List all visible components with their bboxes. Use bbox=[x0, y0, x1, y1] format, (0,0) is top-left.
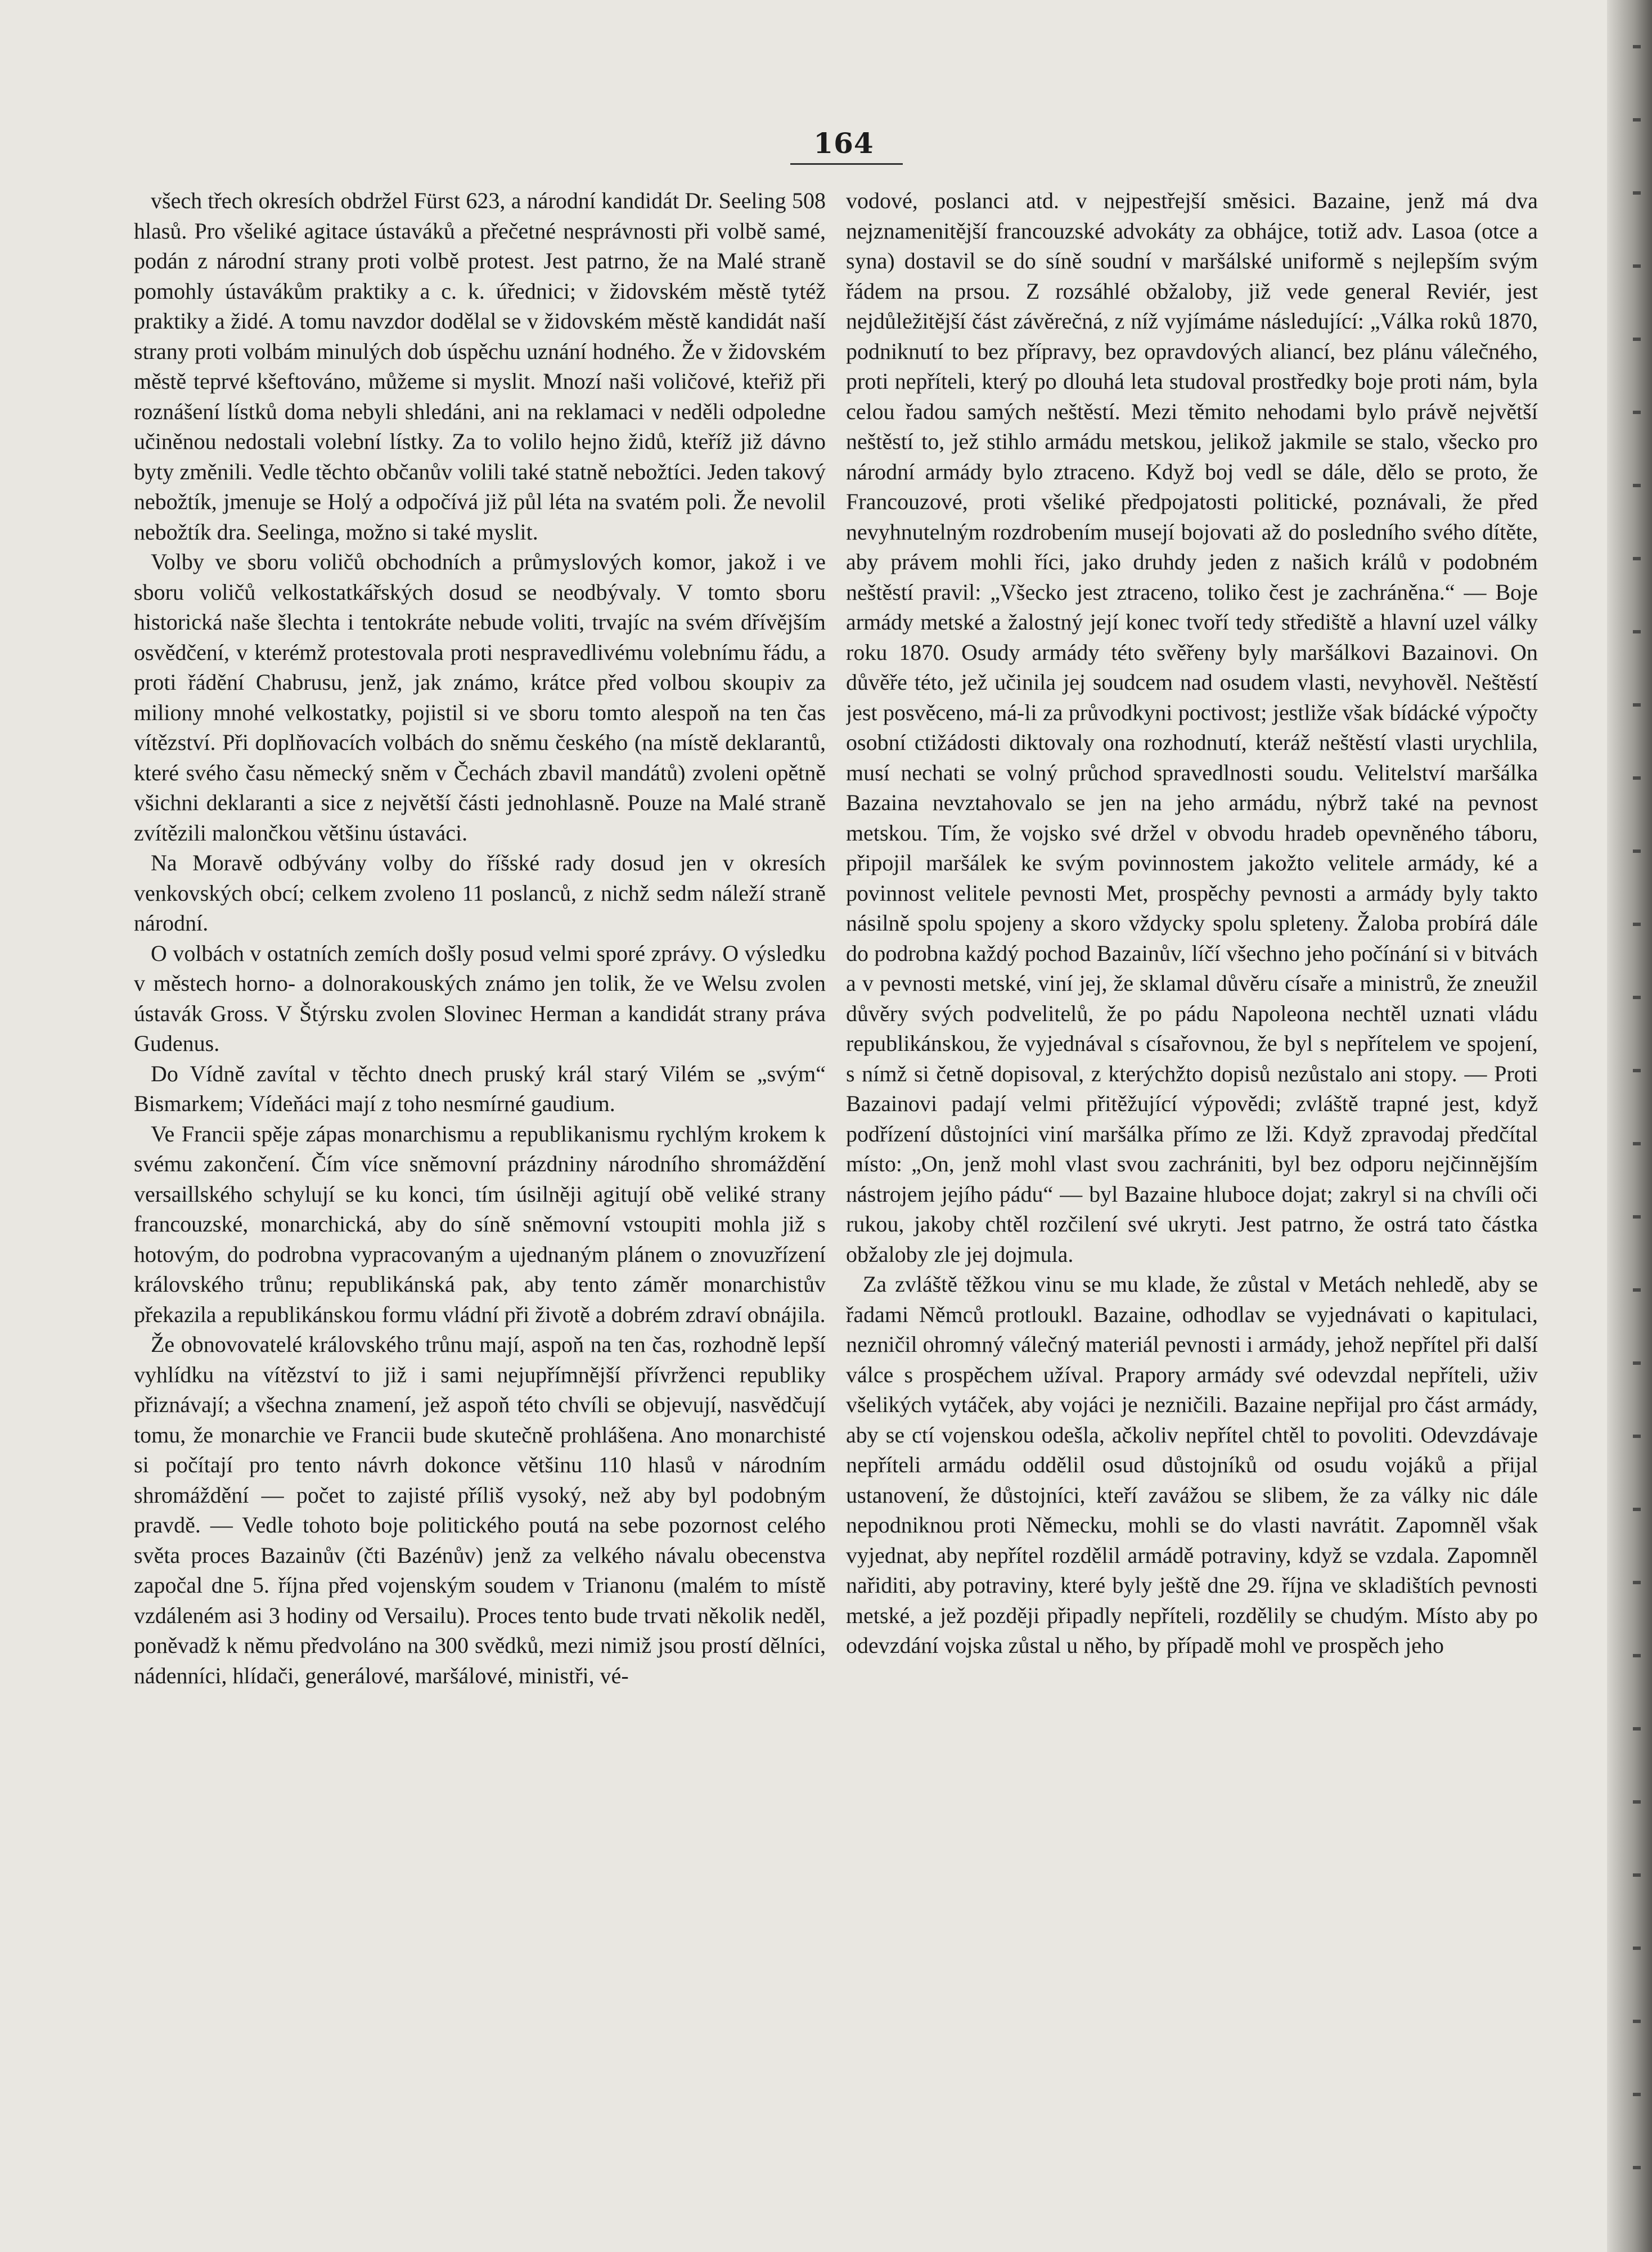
paragraph: Do Vídně zavítal v těchto dnech pruský král starý Vilém se „svým“ Bismarkem; Vídeňáci mají z toho nesmírné gaudium. bbox=[134, 1060, 826, 1116]
paragraph: Volby ve sboru voličů obchodních a průmyslových komor, jakož i ve sboru voličů velkostatkářských dosud se neodbývaly. V tomto sboru historická naše šlechta i tentokráte nebude voliti, trvajíc na svém dřívějším osvědčení, v kterémž protestovala proti nespravedlivému volebnímu řádu, a proti řádění Chabrusu, jenž, jak známo, krátce před volbou skoupiv za miliony mnohé velkostatky, pojistil si ve sboru tomto alespoň na ten čas vítězství. Při doplňovacích volbách do sněmu českého (na místě deklarantů, které svého času německý sněm v Čechách zbavil mandátů) zvoleni opětně všichni deklaranti a sice z největší části jednohlasně. Pouze na Malé straně zvítězili malončkou většinu ústaváci. bbox=[134, 549, 826, 846]
paragraph: Že obnovovatelé královského trůnu mají, aspoň na ten čas, rozhodně lepší vyhlídku na vítězství to již i sami nejupřímnější přívrženci republiky přiznávají; a všechna znamení, jež aspoň této chvíli se objevují, nasvědčují tomu, že monarchie ve Francii bude skutečně prohlášena. Ano monarchisté si počítají pro tento návrh dokonce většinu 110 hlasů v národním shromáždění — počet to zajisté příliš vysoký, než aby byl podobným pravdě. — Vedle tohoto boje politického poutá na sebe pozornost celého světa proces Bazainův (čti Bazénův) jenž za velkého návalu obecenstva započal dne 5. října před vojenským soudem v Trianonu (malém to místě vzdáleném asi 3 hodiny od Versailu). Proces tento bude trvati několik neděl, poněvadž k němu předvoláno na 300 svědků, mezi nimiž jsou prostí dělníci, nádenníci, hlídači, generálové, maršálové, ministři, vé- bbox=[134, 1332, 826, 1688]
right-column bbox=[846, 186, 1538, 2138]
paragraph: vodové, poslanci atd. v nejpestřejší směsici. Bazaine, jenž má dva nejznamenitější francouzské advokáty za obhájce, totiž adv. Lasoa (otce a syna) dostavil se do síně soudní v maršálské uniformě s nejlepším svým řádem na prsou. Z rozsáhlé obžaloby, již vede general Reviér, jest nejdůležitější část závěrečná, z níž vyjímáme následující: „Válka roků 1870, podniknutí to bez přípravy, bez opravdových aliancí, bez plánu válečného, proti nepříteli, který po dlouhá leta studoval prostředky boje proti nám, byla celou řadou samých neštěstí. Mezi těmito nehodami bylo právě největší neštěstí to, jež stihlo armádu metskou, jelikož jakmile se stalo, všecko pro národní armády bylo ztraceno. Když boj vedl se dále, dělo se proto, že Francouzové, proti všeliké předpojatosti politické, poznávali, že před nevyhnutelným rozdrobením musejí bojovati až do posledního svého dítěte, aby právem mohli říci, jako druhdy jeden z našich králů v podobném neštěstí pravil: „Všecko jest ztraceno, toliko čest je zachráněna.“ — Boje armády metské a žalostný její konec tvoří tedy střediště a hlavní uzel války roku 1870. Osudy armády této svěřeny byly maršálkovi Bazainovi. On důvěře této, jež učinila jej soudcem nad osudem vlasti, nevyhověl. Neštěstí jest posvěceno, má-li za průvodkyni poctivost; jestliže však bídácké výpočty osobní ctižádosti diktovaly ona rozhodnutí, kteráž neštěstí vlasti urychlila, musí nechati se volný průchod spravedlnosti soudu. Velitelství maršálka Bazaina nevztahovalo se jen na jeho armádu, nýbrž také na pevnost metskou. Tím, že vojsko své držel v obvodu hradeb opevněného táboru, připojil maršálek ke svým povinnostem jakožto velitele armády, ké a povinnost velitele pevnosti Met, prospěchy pevnosti a armády byly takto násilně spolu spojeny a skoro vždycky spolu spleteny. Žaloba probírá dále do podrobna každý pochod Bazainův, líčí všechno jeho počínání si v bitvách a v pevnosti metské, viní jej, že sklamal důvěru císaře a ministrů, že zneužil důvěry svých podvelitelů, že po pádu Napoleona nechtěl uznati vládu republikánskou, že vyjednával s císařovnou, že byl s nepřítelem ve spojení, s nímž si četně dopisoval, z kterýchžto dopisů nezůstalo ani stopy. — Proti Bazainovi padají velmi přitěžující výpovědi; zvláště trapné jest, když podřízení důstojníci viní maršálka přímo ze lži. Když zpravodaj předčítal místo: „On, jenž mohl vlast svou zachrániti, byl bez odporu nejčinnějším nástrojem jejího pádu“ — byl Bazaine hluboce dojat; zakryl si na chvíli oči rukou, jakoby chtěl rozčilení své ukryti. Jest patrno, že ostrá tato částka obžaloby zle jej dojmula. bbox=[846, 188, 1538, 1267]
page-number: 164 bbox=[813, 127, 874, 160]
paragraph: Na Moravě odbývány volby do říšské rady dosud jen v okresích venkovských obcí; celkem zvoleno 11 poslanců, z nichž sedm náleží straně národní. bbox=[134, 850, 826, 936]
page-edge-shadow bbox=[1607, 0, 1652, 2252]
paragraph: Za zvláště těžkou vinu se mu klade, že zůstal v Metách nehledě, aby se řadami Němců protloukl. Bazaine, odhodlav se vyjednávati o kapitulaci, nezničil ohromný válečný materiál pevnosti i armády, jehož nepřítel při další válce s prospěchem užíval. Prapory armády své odevzdal nepříteli, uživ všelikých vytáček, aby vojáci je nezničili. Bazaine nepřijal pro část armády, aby se ctí vojenskou odešla, ačkoliv nepřítel chtěl to povoliti. Odevzdávaje nepříteli armádu oddělil osud důstojníků od osudu vojáků a přijal ustanovení, že důstojníci, kteří zavážou se slibem, že za války nic dále nepodniknou proti Německu, mohli se do vlasti navrátit. Zapomněl však vyjednat, aby nepřítel rozdělil armádě potraviny, když se vzdala. Zapomněl nařiditi, aby potraviny, které byly ještě dne 29. října ve skladištích pevnosti metské, a jež později připadly nepříteli, rozdělily se chudým. Místo aby po odevzdání vojska zůstal u něho, by případě mohl ve prospěch jeho bbox=[846, 1271, 1538, 1658]
page-number-rule bbox=[790, 163, 903, 165]
paragraph: Ve Francii spěje zápas monarchismu a republikanismu rychlým krokem k svému zakončení. Čím více sněmovní prázdniny národního shromáždění versaillského schylují se ku konci, tím úsilněji agitují obě veliké strany francouzské, monarchická, aby do síně sněmovní vstoupiti mohla již s hotovým, do podrobna vypracovaným a ujednaným plánem o znovuzřízení královského trůnu; republikánská pak, aby tento záměr monarchistův překazila a republikánskou formu vládní při životě a dobrém zdraví obnájila. bbox=[134, 1121, 826, 1327]
left-column bbox=[134, 186, 826, 2138]
paragraph: O volbách v ostatních zemích došly posud velmi sporé zprávy. O výsledku v městech horno- a dolnorakouských známo jen tolik, že ve Welsu zvolen ústavák Gross. V Štýrsku zvolen Slovinec Herman a kandidát strany práva Gudenus. bbox=[134, 940, 826, 1056]
margin-ticks bbox=[1633, 45, 1641, 2217]
paragraph: všech třech okresích obdržel Fürst 623, a národní kandidát Dr. Seeling 508 hlasů. Pro všeliké agitace ústaváků a přečetné nesprávnosti při volbě samé, podán z národní strany proti volbě protest. Jest patrno, že na Malé straně pomohly ústavákům praktiky a c. k. úřednici; v židovském městě tytéž praktiky a židé. A tomu navzdor dodělal se v židovském městě kandidát naší strany proti volbám minulých dob úspěchu uznání hodného. Že v židovském městě teprvé kšeftováno, můžeme si myslit. Mnozí naši voličové, kteřiž při roznášení lístků doma nebyli shledáni, ani na reklamaci v neděli odpoledne učiněnou nedostali volební lístky. Za to volilo hejno židů, kteříž již dávno byty změnili. Vedle těchto občanův volili také statně nebožtíci. Jeden takový nebožtík, jmenuje se Holý a odpočívá již půl léta na svatém poli. Že nevolil nebožtík dra. Seelinga, možno si také myslit. bbox=[134, 188, 826, 545]
